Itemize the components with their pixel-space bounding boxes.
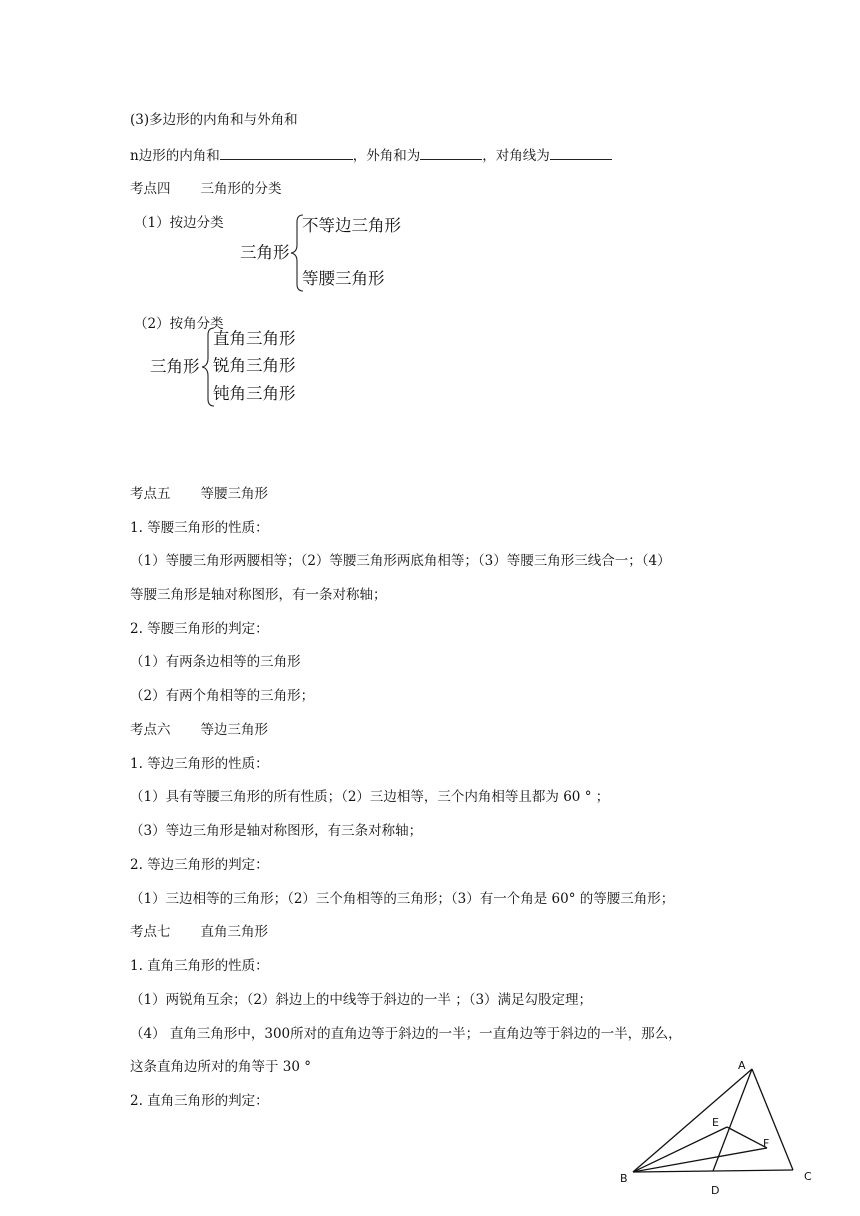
section-7-line: （4） 直角三角形中，300所对的直角边等于斜边的一半；一直角边等于斜边的一半，那么，	[130, 1026, 682, 1042]
section-6-line: （3）等边三角形是轴对称图形，有三条对称轴；	[130, 823, 423, 839]
classify-by-angle-label: （2）按角分类	[134, 316, 224, 332]
segment-ef	[727, 1127, 770, 1150]
section-5-line: 等腰三角形是轴对称图形，有一条对称轴；	[130, 587, 387, 603]
section-4-title: 三角形的分类	[200, 181, 282, 197]
section-7-line: 1. 直角三角形的性质：	[130, 958, 269, 974]
section-5-line: （2）有两个角相等的三角形；	[130, 688, 315, 704]
section-6-line: （1）具有等腰三角形的所有性质；（2）三边相等，三个内角相等且都为 60 ° ；	[130, 789, 610, 805]
point-label-e: E	[712, 1116, 719, 1129]
angle-item-right: 直角三角形	[213, 329, 296, 348]
angle-classification-root: 三角形	[150, 357, 200, 376]
point-label-d: D	[711, 1184, 720, 1197]
section-5-number: 考点五	[130, 486, 171, 502]
side-ac	[752, 1069, 793, 1170]
section-7-line: （1）两锐角互余；（2）斜边上的中线等于斜边的一半 ；（3）满足勾股定理；	[130, 992, 593, 1008]
section-6-line: （1）三边相等的三角形；（2）三个角相等的三角形；（3）有一个角是 60° 的等腰三角形；	[130, 891, 675, 907]
section-5-line: （1）等腰三角形两腰相等；（2）等腰三角形两底角相等；（3）等腰三角形三线合一；（4）	[130, 553, 671, 569]
polygon-heading: (3)多边形的内角和与外角和	[130, 112, 298, 128]
side-brace	[291, 215, 303, 291]
classify-by-side-label: （1）按边分类	[134, 215, 224, 231]
section-7-line: 2. 直角三角形的判定：	[130, 1093, 269, 1109]
section-6-title: 等边三角形	[200, 722, 268, 738]
point-label-f: F	[763, 1137, 770, 1150]
polygon-text-a: n边形的内角和	[130, 148, 220, 164]
segment-be	[633, 1127, 727, 1172]
section-4-number: 考点四	[130, 181, 171, 197]
segment-bf	[633, 1148, 767, 1172]
point-label-b: B	[620, 1172, 628, 1185]
side-item-scalene: 不等边三角形	[302, 216, 401, 235]
side-item-isosceles: 等腰三角形	[302, 269, 385, 288]
angle-item-acute: 锐角三角形	[213, 356, 296, 375]
angle-brace	[202, 328, 214, 406]
section-5-line: 2. 等腰三角形的判定：	[130, 621, 269, 637]
section-6-line: 2. 等边三角形的判定：	[130, 857, 269, 873]
polygon-text-c: ，对角线为	[482, 148, 550, 164]
section-6-line: 1. 等边三角形的性质：	[130, 756, 269, 772]
section-5-line: （1）有两条边相等的三角形	[130, 654, 301, 670]
side-ab	[633, 1069, 752, 1172]
section-7-line: 这条直角边所对的角等于 30 °	[130, 1059, 312, 1075]
angle-item-obtuse: 钝角三角形	[213, 384, 296, 403]
section-5-title: 等腰三角形	[200, 486, 268, 502]
section-7-title: 直角三角形	[200, 924, 268, 940]
point-label-c: C	[804, 1170, 812, 1183]
section-7-number: 考点七	[130, 924, 171, 940]
polygon-text-b: ，外角和为	[352, 148, 421, 164]
section-6-number: 考点六	[130, 722, 171, 738]
point-label-a: A	[738, 1059, 746, 1072]
section-5-line: 1. 等腰三角形的性质：	[130, 520, 269, 536]
side-classification-root: 三角形	[240, 243, 290, 262]
